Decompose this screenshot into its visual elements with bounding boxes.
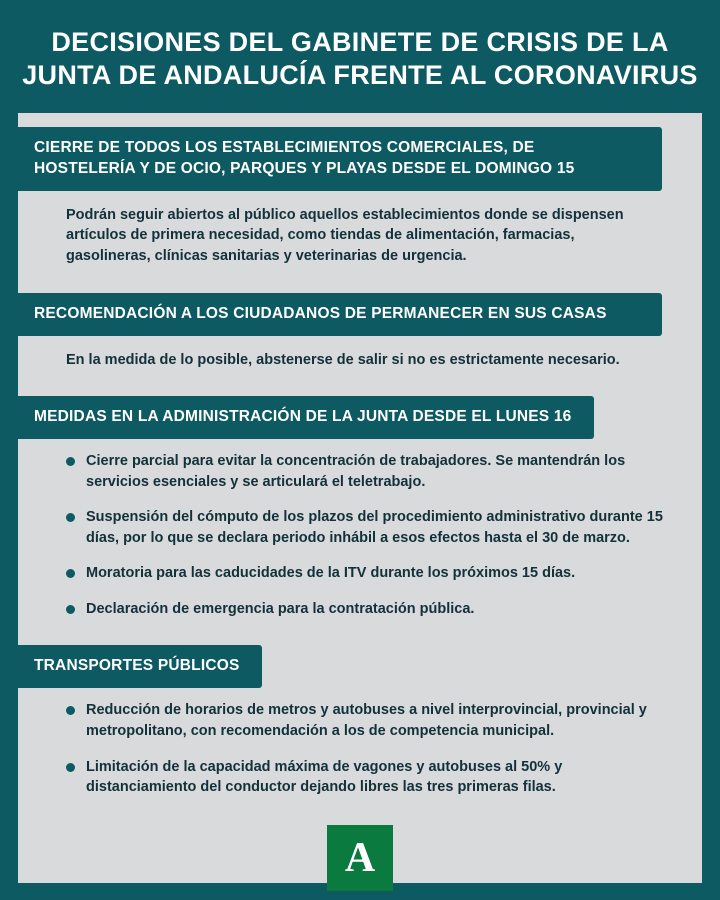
- section-heading-1-line-2: HOSTELERÍA Y DE OCIO, PARQUES Y PLAYAS DESDE EL DOMINGO 15: [34, 159, 575, 177]
- section-commercial-closures: [18, 113, 702, 267]
- junta-andalucia-logo-icon: A: [327, 825, 393, 891]
- section-heading-3-line-1: MEDIDAS EN LA ADMINISTRACIÓN DE LA JUNTA DESDE EL LUNES 16: [34, 408, 572, 426]
- list-item: Limitación de la capacidad máxima de vagones y autobuses al 50% y distanciamiento del conductor dejando libres las tres primeras filas.: [66, 757, 672, 798]
- logo-container: [18, 825, 702, 891]
- section-heading-1: [12, 127, 662, 191]
- page-title: [0, 0, 720, 108]
- section-bullets-4: [18, 700, 702, 797]
- section-heading-1-line-1: CIERRE DE TODOS LOS ESTABLECIMIENTOS COMERCIALES, DE: [34, 139, 535, 156]
- list-item: Declaración de emergencia para la contratación pública.: [66, 599, 672, 620]
- list-item: Suspensión del cómputo de los plazos del procedimiento administrativo durante 15 días, por lo que se declara periodo inhábil a esos efectos hasta el 30 de marzo.: [66, 507, 672, 548]
- section-heading-3: [12, 396, 594, 439]
- list-item: Reducción de horarios de metros y autobuses a nivel interprovincial, provincial y metropolitano, con recomendación a los de competencia municipal.: [66, 700, 672, 741]
- section-paragraph-2: En la medida de lo posible, abstenerse de salir si no es estrictamente necesario.: [66, 351, 620, 368]
- list-item: Cierre parcial para evitar la concentración de trabajadores. Se mantendrán los servicios esenciales y se articulará el teletrabajo.: [66, 451, 672, 492]
- page-title-line-2: JUNTA DE ANDALUCÍA FRENTE AL CORONAVIRUS: [22, 59, 698, 90]
- section-body-2: [18, 336, 702, 371]
- section-bullets-3: [18, 451, 702, 619]
- page-title-line-1: DECISIONES DEL GABINETE DE CRISIS DE LA: [51, 27, 669, 57]
- section-paragraph-1: Podrán seguir abiertos al público aquellos establecimientos donde se dispensen artículos de primera necesidad, como tiendas de alimentación, farmacias, gasolineras, clínicas sanitarias y veterinarias de urgencia.: [66, 206, 624, 264]
- list-item: Moratoria para las caducidades de la ITV durante los próximos 15 días.: [66, 563, 672, 584]
- section-heading-4-line-1: TRANSPORTES PÚBLICOS: [34, 657, 240, 675]
- section-public-transport: [18, 619, 702, 797]
- section-stay-home: [18, 267, 702, 371]
- section-administration-measures: [18, 370, 702, 619]
- section-heading-4: [12, 645, 262, 688]
- section-heading-2-line-1: RECOMENDACIÓN A LOS CIUDADANOS DE PERMANECER EN SUS CASAS: [34, 304, 607, 322]
- section-body-1: [18, 191, 702, 267]
- content-panel: [18, 113, 702, 883]
- section-heading-2: [12, 293, 662, 336]
